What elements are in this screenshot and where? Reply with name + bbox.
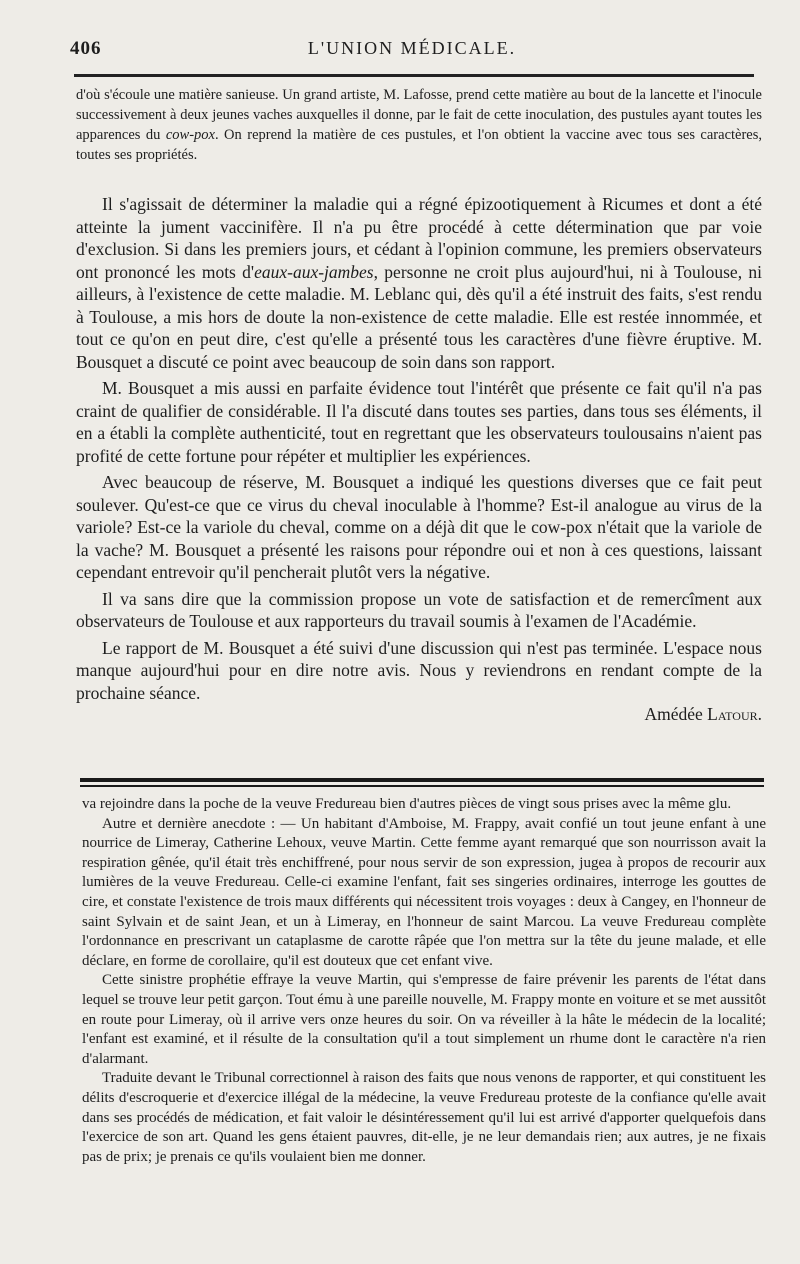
section-separator [80,778,764,788]
page-number: 406 [70,38,102,59]
feuilleton-section [82,795,766,1167]
feuilleton-paragraph: Traduite devant le Tribunal correctionnel à raison des faits que nous venons de rapporter, et qui constituent les délits d'escroquerie et d'exercice illégal de la médecine, la veuve Fredureau proteste de la confiance qu'elle avait dans ses procédés de médication, et fait valoir le désintéressement qu'il lui est arrivé d'apporter quelquefois dans l'exercice de son art. Quand les gens étaient pauvres, dit-elle, je ne leur demandais rien; aux autres, je ne fixais pas de prix; je prenais ce qu'ils voulaient bien me donner. [82,1070,766,1165]
article-body [76,85,762,725]
article-paragraph: M. Bousquet a mis aussi en parfaite évidence tout l'intérêt que présente ce fait qu'il n'a pas craint de qualifier de considérable. Il l'a discuté dans toutes ses parties, dans tous ses éléments, il en a établi la complète authenticité, tout en regrettant que les observateurs toulousains n'aient pas profité de cette fortune pour répéter et multiplier les expériences. [76,378,762,466]
header-rule [74,74,754,77]
article-paragraph: Le rapport de M. Bousquet a été suivi d'une discussion qui n'est pas terminée. L'espace nous manque aujourd'hui pour en dire notre avis. Nous y reviendrons en rendant compte de la prochaine séance. [76,637,762,703]
feuilleton-paragraph: Autre et dernière anecdote : — Un habitant d'Amboise, M. Frappy, avait confié un tout jeune enfant à une nourrice de Limeray, Catherine Lehoux, veuve Martin. Cette femme ayant remarqué que son nourrisson avait la respiration gênée, qu'il était très enchiffrené, pour nous servir de son expression, jugea à propos de recourir aux lumières de la veuve Fredureau. Celle-ci examine l'enfant, fait ses singeries ordinaires, interroge les gouttes de cire, et constate l'existence de trois maux différents qui nécessitent trois voyages : deux à Cangey, en l'honneur de saint Sylvain et de saint Jean, et un à Limeray, en l'honneur de saint Marcou. La veuve Fredureau complète l'ordonnance en prescrivant un cataplasme de carotte râpée que l'on mettra sur la tête du jeune malade, et elle déclare, en forme de corollaire, qu'il est douteux que cet enfant vive. [82,815,766,969]
article-paragraph: d'où s'écoule une matière sanieuse. Un grand artiste, M. Lafosse, prend cette matière au bout de la lancette et l'inocule successivement à deux jeunes vaches auxquelles il donne, par le fait de cette inoculation, des pustules ayant toutes les apparences du cow-pox. On reprend la matière de ces pustules, et l'on obtient la vaccine avec tous ses caractères, toutes ses propriétés. [76,87,763,163]
article-paragraph: Avec beaucoup de réserve, M. Bousquet a indiqué les questions diverses que ce fait peut soulever. Qu'est-ce que ce virus du cheval inoculable à l'homme? Est-il analogue au virus de la variole? Est-ce la variole du cheval, comme on a déjà dit que le cow-pox n'était que la variole de la vache? M. Bousquet a présenté les raisons pour répondre oui et non à ces questions, laissant cependant entrevoir qu'il pencherait plutôt vers la négative. [76,472,762,582]
signature-line [76,704,762,725]
feuilleton-paragraph: Cette sinistre prophétie effraye la veuve Martin, qui s'empresse de faire prévenir les parents de l'état dans lequel se trouve leur petit garçon. Tout ému à une pareille nouvelle, M. Frappy monte en voiture et se met aussitôt en route pour Limeray, où il arrive vers onze heures du soir. On va réveiller à la hâte le médecin de la localité; l'enfant est examiné, et il résulte de la consultation qu'il a tout simplement un rhume dont le caractère n'a rien d'alarmant. [82,972,766,1067]
feuilleton-paragraph: va rejoindre dans la poche de la veuve Fredureau bien d'autres pièces de vingt sous prises avec la même glu. [82,796,732,812]
article-paragraph: Il va sans dire que la commission propose un vote de satisfaction et de remercîment aux observateurs de Toulouse et aux rapporteurs du travail soumis à l'examen de l'Académie. [76,588,762,631]
journal-title: L'UNION MÉDICALE. [307,38,517,58]
article-paragraph: Il s'agissait de déterminer la maladie qui a régné épizootiquement à Ricumes et dont a été atteinte la jument vaccinifère. Il n'a pu être procédé à cette détermination que par voie d'exclusion. Si dans les premiers jours, et cédant à l'opinion commune, les premiers observateurs ont prononcé les mots d'eaux-aux-jambes, personne ne croit plus aujourd'hui, ni à Toulouse, ni ailleurs, à l'existence de cette maladie. M. Leblanc qui, dès qu'il a été instruit des faits, s'est rendu à Toulouse, a mis hors de doute la non-existence de cette maladie. Elle est restée innommée, et tout ce qu'on en peut dire, c'est qu'elle a présenté tous les caractères d'une fièvre éruptive. M. Bousquet a discuté ce point avec beaucoup de soin dans son rapport. [76,194,762,372]
author-signature: Amédée Latour. [644,704,762,724]
page-header [70,38,754,68]
